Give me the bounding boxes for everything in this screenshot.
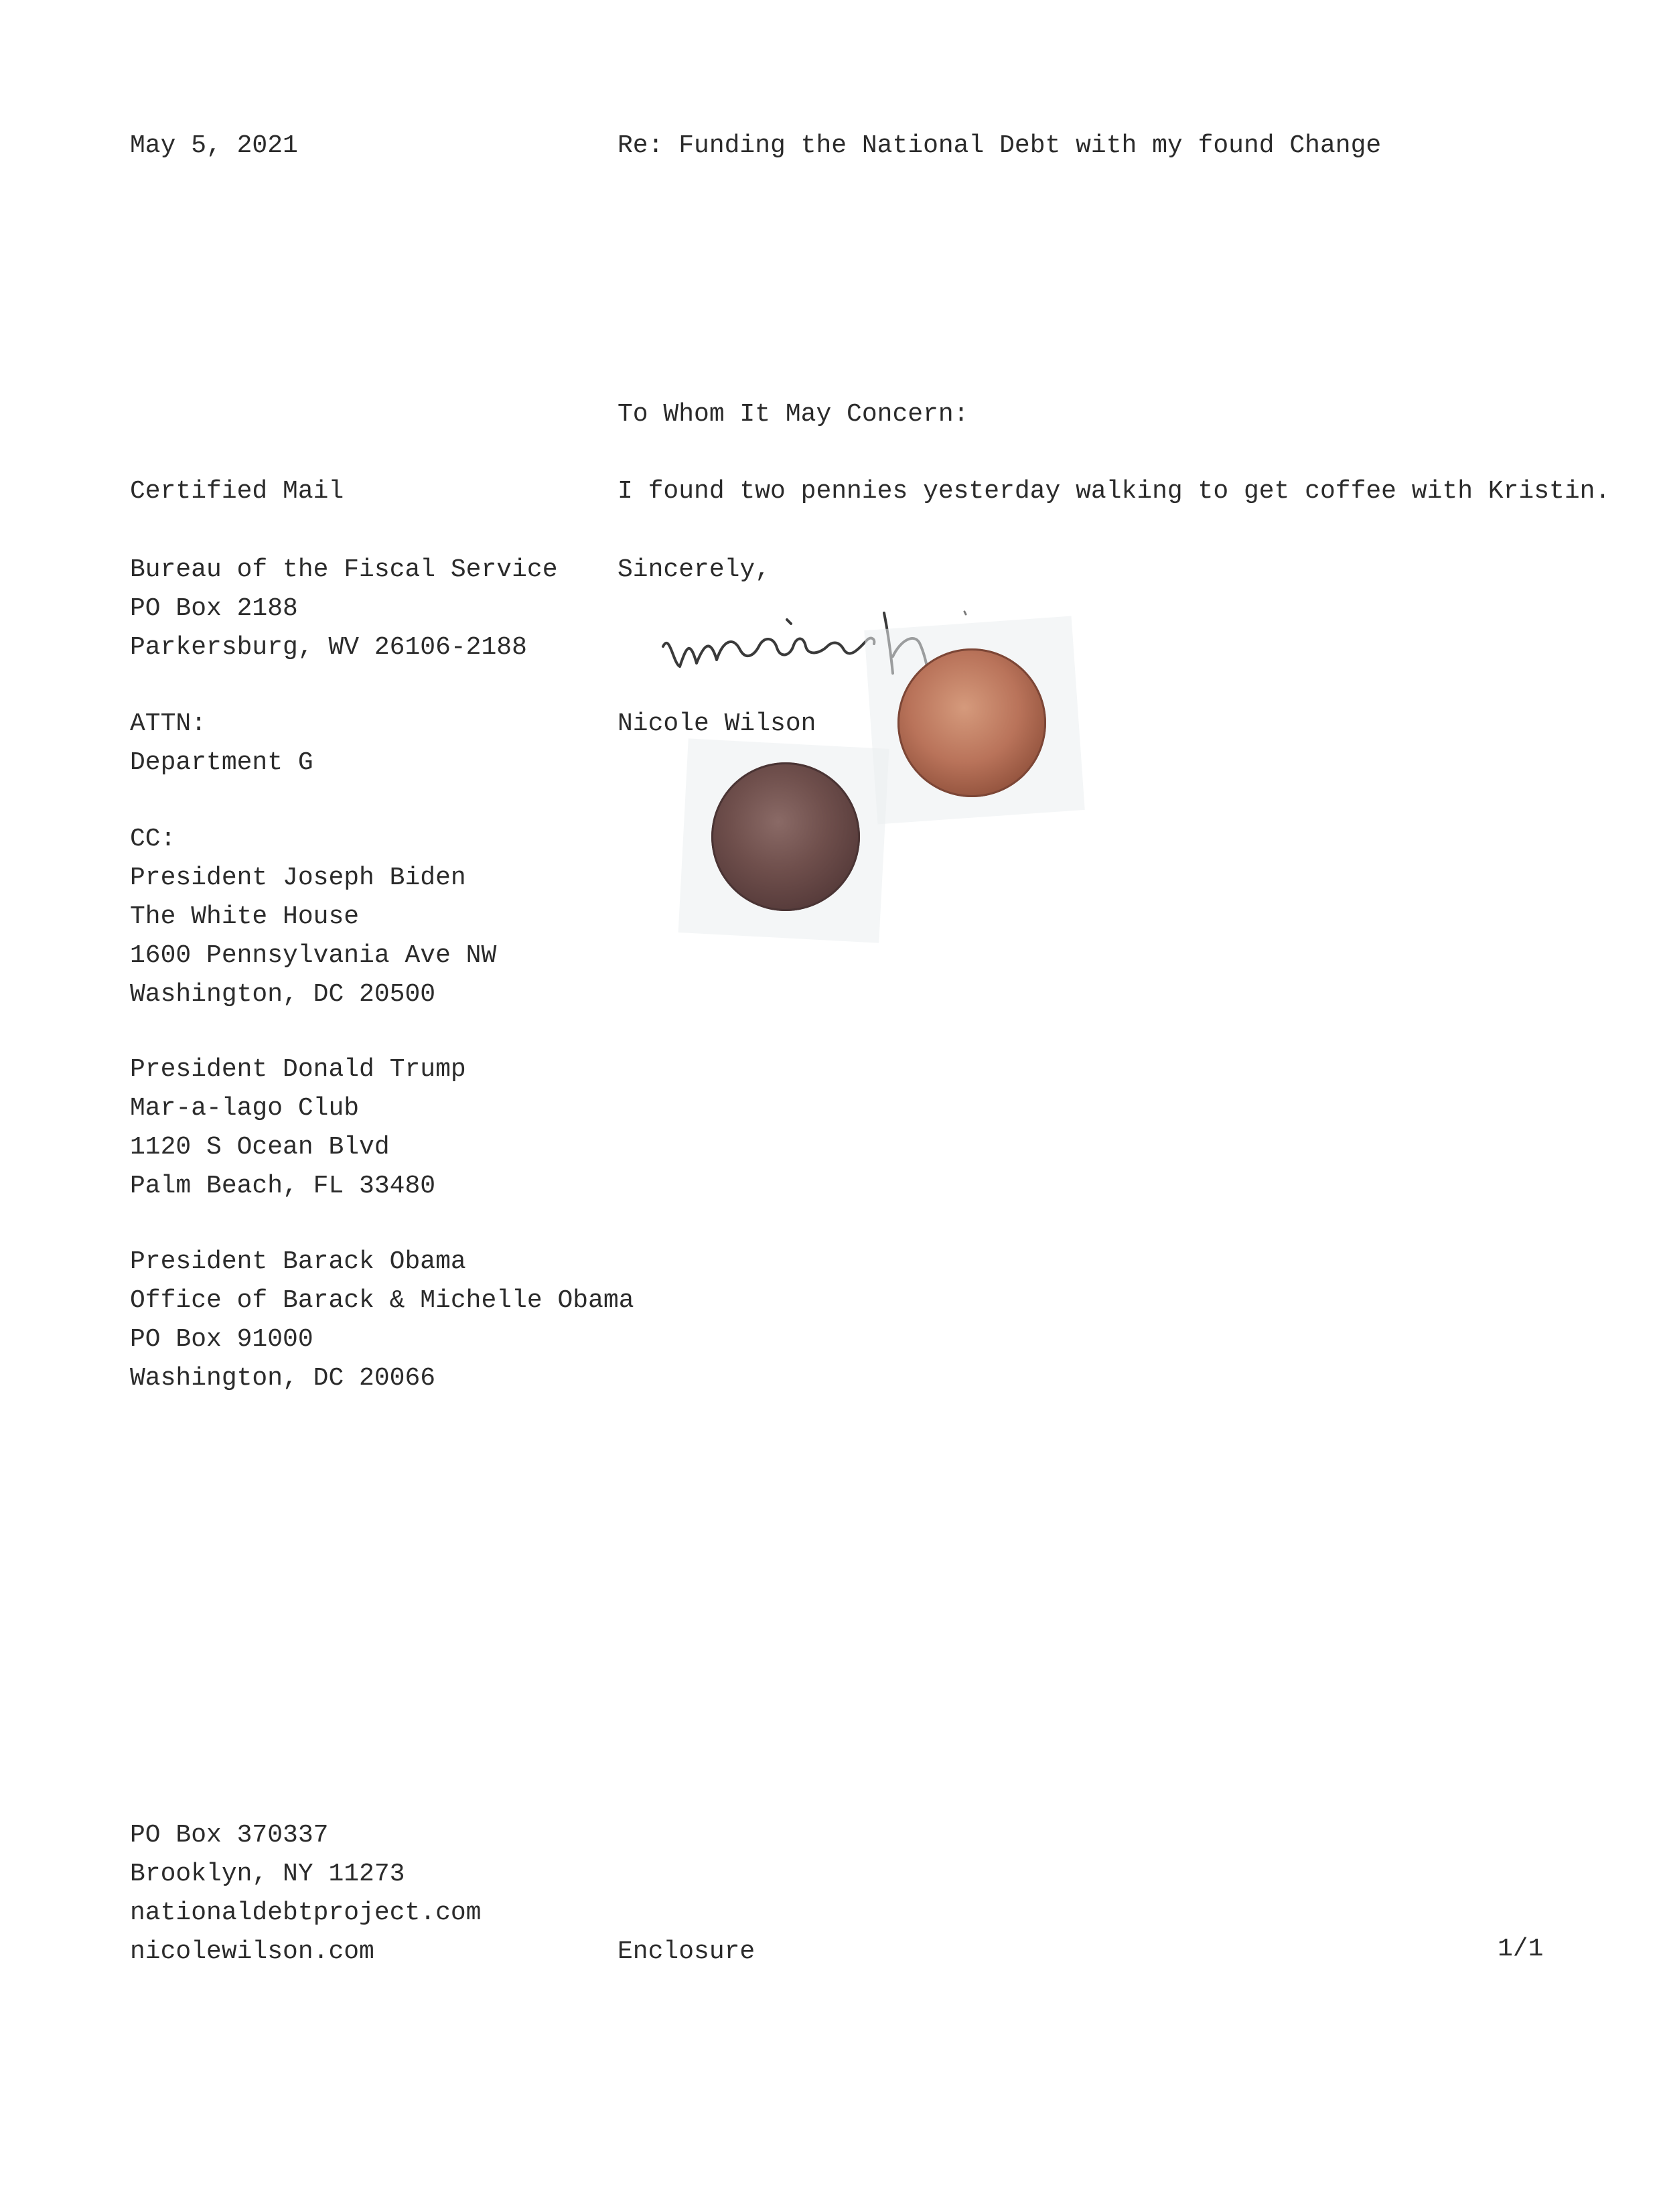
letter-body: I found two pennies yesterday walking to get coffee with Kristin. bbox=[618, 477, 1611, 506]
cc-line: PO Box 91000 bbox=[130, 1325, 313, 1354]
cc-block bbox=[130, 820, 496, 1014]
cc-line: Office of Barack & Michelle Obama bbox=[130, 1286, 634, 1315]
cc-recipient bbox=[130, 1050, 466, 1206]
recipient-address bbox=[130, 551, 558, 667]
enclosure-note: Enclosure bbox=[618, 1937, 755, 1966]
attention-label: ATTN: bbox=[130, 709, 207, 738]
cc-line: 1120 S Ocean Blvd bbox=[130, 1133, 390, 1162]
signer-name: Nicole Wilson bbox=[618, 709, 816, 738]
cc-line: President Barack Obama bbox=[130, 1247, 466, 1276]
sender-website: nationaldebtproject.com bbox=[130, 1898, 482, 1927]
delivery-method: Certified Mail bbox=[130, 477, 344, 506]
closing: Sincerely, bbox=[618, 555, 771, 584]
address-line: Parkersburg, WV 26106-2188 bbox=[130, 633, 527, 662]
cc-line: President Joseph Biden bbox=[130, 863, 466, 892]
cc-label: CC: bbox=[130, 825, 176, 853]
sender-address bbox=[130, 1816, 482, 1972]
cc-line: Palm Beach, FL 33480 bbox=[130, 1172, 436, 1200]
cc-recipient bbox=[130, 1243, 634, 1398]
attention-block bbox=[130, 705, 313, 782]
worn-penny-coin-icon bbox=[711, 762, 860, 911]
cc-line: Washington, DC 20066 bbox=[130, 1364, 436, 1393]
address-line: PO Box 2188 bbox=[130, 594, 298, 623]
cc-line: The White House bbox=[130, 902, 360, 931]
sender-website: nicolewilson.com bbox=[130, 1937, 374, 1966]
penny-coin-icon bbox=[897, 648, 1046, 797]
letter-date: May 5, 2021 bbox=[130, 131, 298, 160]
subject-line: Re: Funding the National Debt with my found Change bbox=[618, 131, 1382, 160]
cc-line: 1600 Pennsylvania Ave NW bbox=[130, 941, 497, 970]
sender-line: Brooklyn, NY 11273 bbox=[130, 1860, 405, 1888]
cc-line: Washington, DC 20500 bbox=[130, 980, 436, 1009]
page-number: 1/1 bbox=[1498, 1935, 1544, 1963]
cc-line: Mar-a-lago Club bbox=[130, 1094, 360, 1123]
sender-line: PO Box 370337 bbox=[130, 1821, 329, 1850]
cc-line: President Donald Trump bbox=[130, 1055, 466, 1084]
address-line: Bureau of the Fiscal Service bbox=[130, 555, 558, 584]
salutation: To Whom It May Concern: bbox=[618, 400, 969, 429]
attention-department: Department G bbox=[130, 748, 313, 777]
